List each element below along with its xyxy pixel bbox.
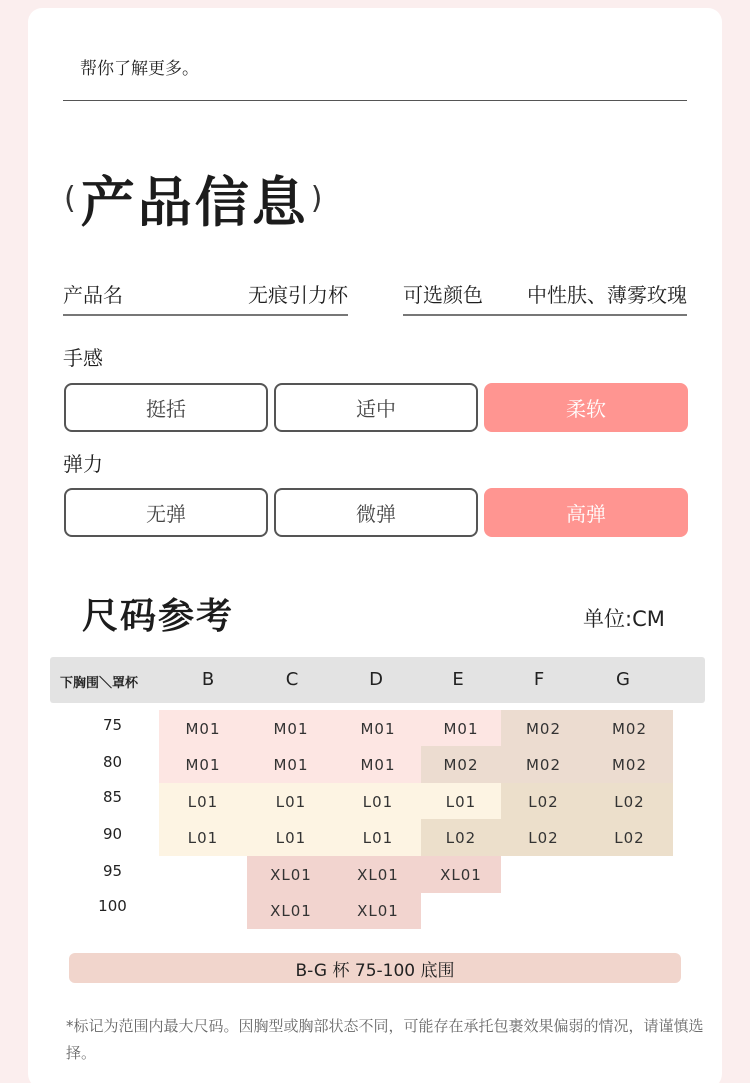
divider [63,100,687,101]
size-cell: L02 [501,819,586,856]
size-cell: L01 [159,783,247,820]
size-cell: L02 [501,783,586,820]
size-cell: M02 [586,746,673,783]
size-cell: M02 [586,710,673,747]
color-value: 中性肤、薄雾玫瑰 [527,282,687,307]
size-cell: L01 [159,819,247,856]
size-cell: XL01 [421,856,501,893]
size-cell: XL01 [335,856,421,893]
size-cell: M01 [335,746,421,783]
size-note: *标记为范围内最大尺码。因胸型或胸部状态不同，可能存在承托包裹效果偏弱的情况，请谨慎选择。 [66,1017,704,1062]
band-label-85: 85 [102,788,123,806]
header-cup-c: C [285,669,299,690]
elasticity-label: 弹力 [63,452,103,476]
band-label-80: 80 [102,753,123,771]
size-cell: L01 [247,783,335,820]
size-cell: L01 [421,783,501,820]
size-cell: L01 [247,819,335,856]
size-cell: XL01 [247,892,335,929]
band-label-90: 90 [102,825,123,843]
size-cell: M02 [501,746,586,783]
size-cell: L01 [335,819,421,856]
size-cell: L01 [335,783,421,820]
unit-label: 单位:CM [583,607,665,631]
band-label-95: 95 [102,862,123,880]
size-cell: M02 [421,746,501,783]
size-cell: M01 [421,710,501,747]
size-cell: M01 [247,746,335,783]
feel-option-medium[interactable]: 适中 [274,383,478,432]
size-table-header [50,657,705,703]
header-band-cup: 下胸围＼罩杯 [60,676,139,691]
color-label: 可选颜色 [403,282,483,307]
header-cup-e: E [452,669,464,690]
band-label-100: 100 [98,897,127,915]
header-cup-g: G [616,669,630,690]
size-cell: M01 [335,710,421,747]
color-row [403,272,687,316]
header-cup-d: D [369,669,383,690]
size-cell: L02 [586,819,673,856]
feel-option-firm[interactable]: 挺括 [64,383,268,432]
band-label-75: 75 [102,716,123,734]
size-cell: XL01 [335,892,421,929]
size-ref-title: 尺码参考 [82,596,235,637]
paren-right: ) [310,181,326,216]
feel-option-soft[interactable]: 柔软 [484,383,688,432]
product-info-title [62,160,327,237]
size-cell: M02 [501,710,586,747]
header-cup-b: B [201,669,215,690]
size-cell: L02 [421,819,501,856]
product-name-value: 无痕引力杯 [248,282,348,307]
size-cell: XL01 [247,856,335,893]
feel-label: 手感 [63,346,103,370]
elasticity-option-slight[interactable]: 微弹 [274,488,478,537]
size-cell: M01 [247,710,335,747]
product-info-title-text: 产品信息 [80,171,309,234]
size-cell: M01 [159,710,247,747]
header-cup-f: F [533,669,545,690]
elasticity-option-high[interactable]: 高弹 [484,488,688,537]
intro-text: 帮你了解更多。 [80,59,199,79]
size-cell: M01 [159,746,247,783]
paren-left: ( [64,181,79,216]
elasticity-option-none[interactable]: 无弹 [64,488,268,537]
range-bar: B-G 杯 75-100 底围 [69,953,681,983]
product-name-label: 产品名 [63,282,123,307]
product-name-row [63,272,348,316]
size-cell: L02 [586,783,673,820]
